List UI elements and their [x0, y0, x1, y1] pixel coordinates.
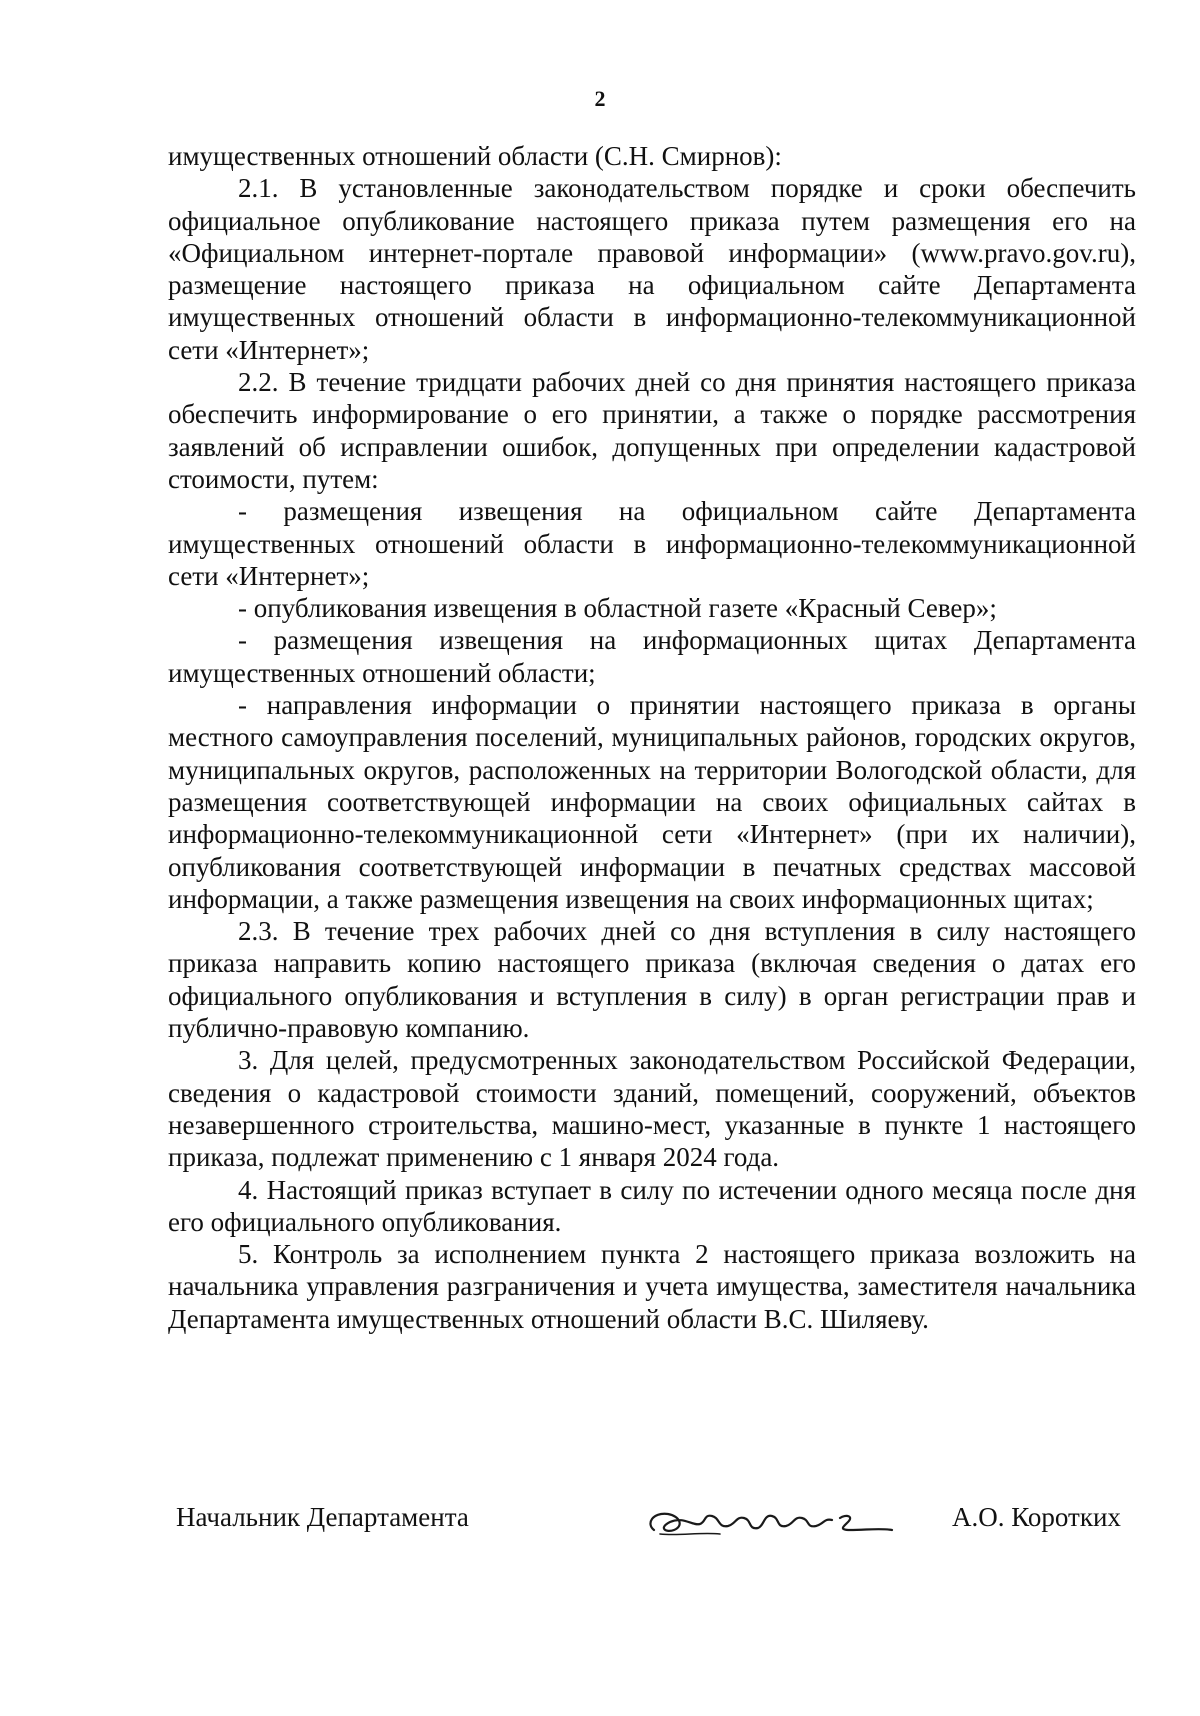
signer-name: А.О. Коротких: [952, 1502, 1121, 1532]
list-item-info-boards: - размещения извещения на информационных щитах Департамента имущественных отношений области;: [168, 625, 1136, 688]
paragraph-2-3: 2.3. В течение трех рабочих дней со дня вступления в силу настоящего приказа направить копию настоящего приказа (включая сведения о датах его официального опубликования и вступления в силу) в орган регистрации прав и публично-правовую компанию.: [168, 916, 1136, 1044]
paragraph-3: 3. Для целей, предусмотренных законодательством Российской Федерации, сведения о кадастровой стоимости зданий, помещений, сооружений, объектов незавершенного строительства, машино-мест, указанные в пункте 1 настоящего приказа, подлежат применению с 1 января 2024 года.: [168, 1045, 1136, 1173]
paragraph-4: 4. Настоящий приказ вступает в силу по истечении одного месяца после дня его официального опубликования.: [168, 1174, 1136, 1237]
handwritten-signature: [640, 1490, 900, 1550]
signer-title: Начальник Департамента: [176, 1502, 469, 1532]
document-body: [168, 140, 1136, 1335]
paragraph-2-2: 2.2. В течение тридцати рабочих дней со дня принятия настоящего приказа обеспечить информирование о его принятии, а также о порядке рассмотрения заявлений об исправлении ошибок, допущенных при определении кадастровой стоимости, путем:: [168, 367, 1136, 494]
list-item-newspaper: - опубликования извещения в областной газете «Красный Север»;: [238, 593, 997, 624]
list-item-website: - размещения извещения на официальном сайте Департамента имущественных отношений области в информационно-телекоммуникационной сети «Интернет»;: [168, 496, 1136, 591]
paragraph-intro: имущественных отношений области (С.Н. Смирнов):: [168, 141, 782, 171]
signature-block: [0, 1490, 1200, 1550]
page-number: 2: [594, 86, 606, 111]
paragraph-2-1: 2.1. В установленные законодательством порядке и сроки обеспечить официальное опубликование настоящего приказа путем размещения его на «Официальном интернет-портале правовой информации» (www.pravo.gov.ru), размещение настоящего приказа на официальном сайте Департамента имущественных отношений области в информационно-телекоммуникационной сети «Интернет»;: [168, 173, 1136, 365]
paragraph-5: 5. Контроль за исполнением пункта 2 настоящего приказа возложить на начальника управления разграничения и учета имущества, заместителя начальника Департамента имущественных отношений области В.С. Шиляеву.: [168, 1239, 1136, 1334]
list-item-local-authorities: - направления информации о принятии настоящего приказа в органы местного самоуправления поселений, муниципальных районов, городских округов, муниципальных округов, расположенных на территории Вологодской области, для размещения соответствующей информации на своих официальных сайтах в информационно-телекоммуникационной сети «Интернет» (при их наличии), опубликования соответствующей информации в печатных средствах массовой информации, а также размещения извещения на своих информационных щитах;: [168, 690, 1136, 914]
